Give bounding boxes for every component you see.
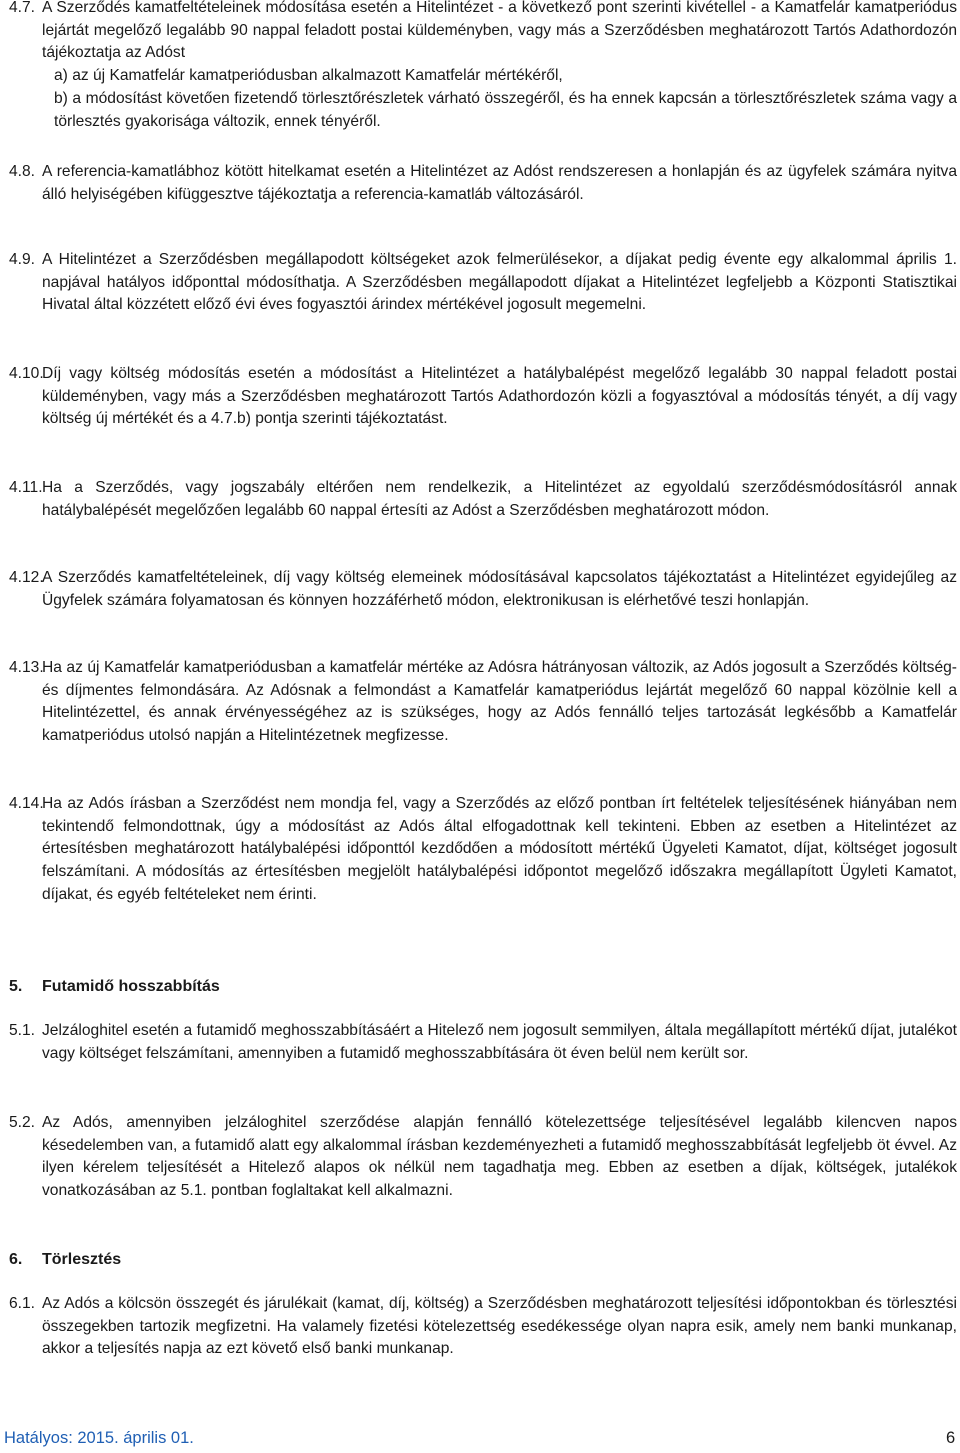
clause-number: 4.9. (9, 251, 36, 268)
section-number: 5. (9, 978, 23, 995)
clause-4-11 (9, 477, 957, 522)
section-heading-6 (9, 1249, 121, 1271)
section-title: Törlesztés (42, 1251, 122, 1268)
clause-text: A Szerződés kamatfeltételeinek módosítása esetén a Hitelintézet - a következő pont szerinti kivétellel - a Kamatfelár kamatperiódus lejártát megelőző legalább 90 nappal feladott postai küldeményben, vagy más a Szerződésben meghatározott Tartós Adathordozón tájékoztatja az Adóst (42, 0, 957, 62)
clause-6-1 (9, 1293, 957, 1361)
section-number: 6. (9, 1251, 23, 1268)
clause-text: Ha az Adós írásban a Szerződést nem mondja fel, vagy a Szerződés az előző pontban írt feltételek teljesítésének hiányában nem tekintendő felmondottnak, úgy a módosítást az Adós által elfogadottnak kell tekinteni. Ebben az esetben a Hitelintézet az értesítésben meghatározott hatálybalépési időponttól kezdődően a módosított mértékű Ügyeleti Kamatot, díjat, költséget jogosult felszámítani. A módosítás az értesítésben megjelölt hatálybalépési időpontot megelőző időszakra megállapított Ügyleti Kamatot, díjakat, és egyéb feltételeket nem érinti. (42, 795, 957, 903)
effective-date: Hatályos: 2015. április 01. (4, 1429, 194, 1447)
clause-items (42, 65, 957, 133)
clause-4-12 (9, 567, 957, 612)
clause-text: Ha a Szerződés, vagy jogszabály eltérően nem rendelkezik, a Hitelintézet az egyoldalú szerződésmódosításról annak hatálybalépését megelőzően legalább 60 nappal értesíti az Adóst a Szerződésben meghatározott módon. (42, 479, 957, 519)
clause-4-7 (9, 0, 957, 133)
clause-text: Az Adós a kölcsön összegét és járulékait (kamat, díj, költség) a Szerződésben meghatározott teljesítési időpontokban és törlesztési összegekben tartozik megfizetni. Ha valamely fizetési kötelezettség esedékessége olyan napra esik, amely nem banki munkanap, akkor a teljesítés napja az ezt követő első banki munkanap. (42, 1295, 957, 1358)
clause-text: Ha az új Kamatfelár kamatperiódusban a kamatfelár mértéke az Adósra hátrányosan változik, az Adós jogosult a Szerződés költség- és díjmentes felmondására. Az Adósnak a felmondást a Kamatfelár kamatperiódus lejártát megelőző 60 nappal közölnie kell a Hitelintézettel, és annak érvényességéhez az is szükséges, hogy az Adós fennálló teljes tartozását legkésőbb a Kamatfelár kamatperiódus utolsó napján a Hitelintézetnek megfizesse. (42, 659, 957, 745)
clause-number: 5.2. (9, 1114, 36, 1131)
clause-number: 5.1. (9, 1022, 36, 1039)
clause-4-13 (9, 657, 957, 748)
clause-number: 4.14. (9, 795, 44, 812)
section-title: Futamidő hosszabbítás (42, 978, 220, 995)
clause-text: Jelzáloghitel esetén a futamidő meghosszabbításáért a Hitelező nem jogosult semmilyen, általa megállapított mértékű díjat, jutalékot vagy költséget felszámítani, amennyiben a futamidő meghosszabbítására öt éven belül nem került sor. (42, 1022, 957, 1062)
clause-text: A Szerződés kamatfeltételeinek, díj vagy költség elemeinek módosításával kapcsolatos tájékoztatást a Hitelintézet egyidejűleg az Ügyfelek számára folyamatosan és könnyen hozzáférhető módon, elektronikusan is elérhetővé teszi honlapján. (42, 569, 957, 609)
clause-text: Díj vagy költség módosítás esetén a módosítást a Hitelintézet a hatálybalépést megelőző legalább 30 nappal feladott postai küldeményben, vagy más a Szerződésben meghatározott Tartós Adathordozón közli a fogyasztóval a módosítás tényét, a díj vagy költség új mértékét és a 4.7.b) pontja szerinti tájékoztatást. (42, 365, 957, 428)
list-item: a) az új Kamatfelár kamatperiódusban alkalmazott Kamatfelár mértékéről, (54, 67, 563, 85)
clause-number: 4.13. (9, 659, 44, 676)
clause-4-14 (9, 793, 957, 907)
clause-number: 6.1. (9, 1295, 36, 1312)
clause-number: 4.8. (9, 163, 36, 180)
page-number: 6 (946, 1429, 956, 1447)
clause-number: 4.7. (9, 0, 36, 16)
clause-number: 4.12. (9, 569, 44, 586)
clause-4-10 (9, 363, 957, 431)
clause-4-9 (9, 249, 957, 317)
clause-5-1 (9, 1020, 957, 1065)
clause-5-2 (9, 1112, 957, 1203)
clause-number: 4.10. (9, 365, 44, 382)
clause-number: 4.11. (9, 479, 43, 496)
clause-text: A referencia-kamatlábhoz kötött hitelkamat esetén a Hitelintézet az Adóst rendszeresen a honlapján és az ügyfelek számára nyitva álló helyiségében kifüggesztve tájékoztatja a referencia-kamatláb változásáról. (42, 163, 957, 203)
clause-text: A Hitelintézet a Szerződésben megállapodott költségeket azok felmerülésekor, a díjakat pedig évente egy alkalommal április 1. napjával hatályos időponttal módosíthatja. A Szerződésben megállapodott díjakat a Hitelintézet legfeljebb a Központi Statisztikai Hivatal által közzétett előző évi éves fogyasztói árindex mértékével jogosult megemelni. (42, 251, 957, 314)
section-heading-5 (9, 976, 220, 998)
clause-4-8 (9, 161, 957, 206)
list-item: b) a módosítást követően fizetendő törlesztőrészletek várható összegéről, és ha ennek kapcsán a törlesztőrészletek száma vagy a törlesztés gyakorisága változik, ennek tényéről. (54, 89, 957, 130)
clause-text: Az Adós, amennyiben jelzáloghitel szerződése alapján fennálló kötelezettsége teljesítésével legalább kilencven napos késedelemben van, a futamidő alatt egy alkalommal írásban kezdeményezheti a futamidő meghosszabbítását legfeljebb öt évvel. Az ilyen kérelem teljesítését a Hitelező alapos ok nélkül nem tagadhatja meg. Ebben az esetben a díjak, költségek, jutalékok vonatkozásában az 5.1. pontban foglaltakat kell alkalmazni. (42, 1114, 957, 1200)
